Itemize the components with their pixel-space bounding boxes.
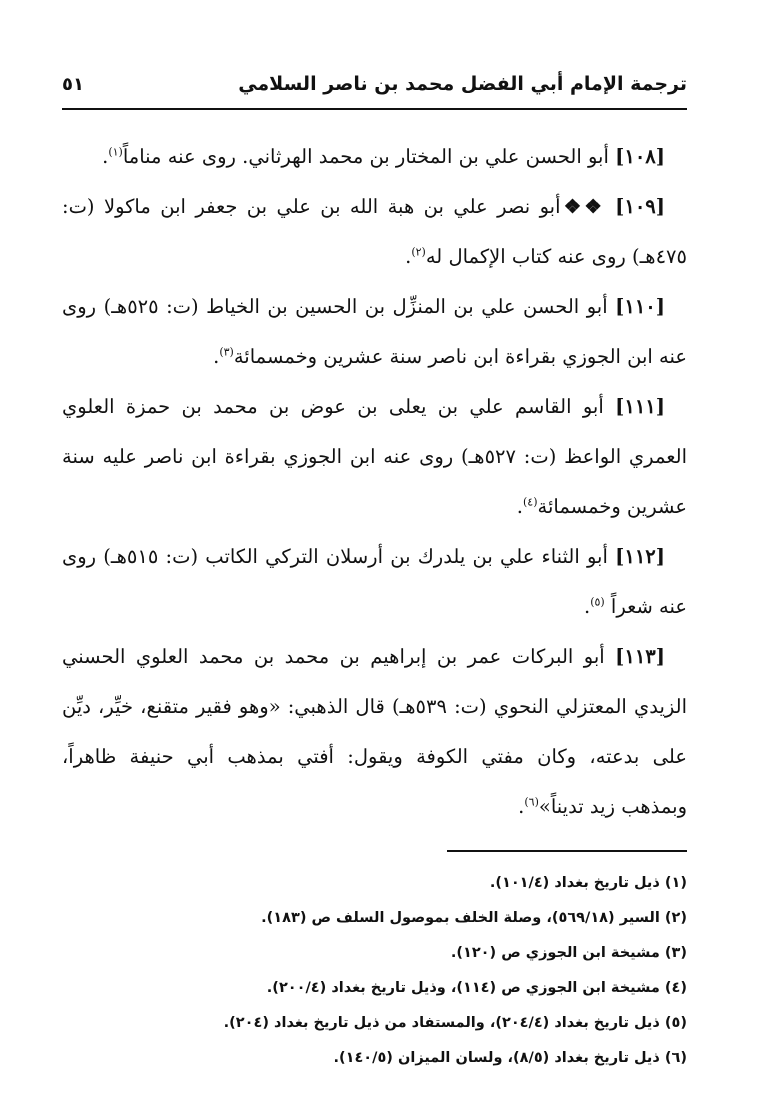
page-header [62,60,687,110]
entry-end: . [405,245,412,268]
main-text [62,132,687,832]
entry-end: . [516,495,523,518]
footnote-ref[interactable]: (٦) [524,795,539,809]
entry-number: [١١٣] [615,645,665,668]
entry-end: . [583,595,591,618]
footnote-ref[interactable]: (٣) [219,345,234,359]
entry-marker: ❖❖ [560,195,616,218]
entry-number: [١٠٨] [615,145,665,168]
entry-111 [62,382,687,532]
footnote-1: (١) ذيل تاريخ بغداد (١٠١/٤). [489,875,687,891]
entry-number: [١١٢] [615,545,666,568]
entry-113 [62,632,687,832]
entry-number: [١٠٩] [615,195,665,218]
footnote-divider [447,850,687,852]
footnote-ref[interactable]: (١) [108,145,123,159]
entry-112 [62,532,687,632]
footnotes [62,866,687,1076]
footnote-ref[interactable]: (٥) [590,595,605,609]
footnote-3: (٣) مشيخة ابن الجوزي ص (١٢٠). [450,945,687,961]
entry-text: أبو الحسن علي بن المنزِّل بن الحسين بن الخياط (ت: ٥٢٥هـ) روى عنه ابن الجوزي بقراءة ابن ناصر سنة عشرين وخمسمائة [62,295,687,368]
footnote-ref[interactable]: (٢) [411,245,426,259]
book-page [62,60,687,1070]
footnote-ref[interactable]: (٤) [522,495,538,509]
entry-text: أبو نصر علي بن هبة الله بن علي بن جعفر ابن ماكولا (ت: ٤٧٥هـ) روى عنه كتاب الإكمال له [62,195,687,268]
entry-number: [١١١] [615,395,665,418]
entry-text: أبو البركات عمر بن إبراهيم بن محمد بن محمد العلوي الحسني الزيدي المعتزلي النحوي (ت: ٥٣٩هـ) قال الذهبي: «وهو فقير متقنع، خيِّر، ديِّن على بدعته، وكان مفتي الكوفة ويقول: أفتي بمذهب أبي حنيفة ظاهراً، وبمذهب زيد تديناً» [62,645,687,818]
footnote-5: (٥) ذيل تاريخ بغداد (٢٠٤/٤)، والمستفاد من ذيل تاريخ بغداد (٢٠٤). [223,1015,687,1031]
entry-109 [62,182,687,282]
footnote-2: (٢) السير (٥٦٩/١٨)، وصلة الخلف بموصول السلف ص (١٨٣). [261,910,687,926]
footnote-4: (٤) مشيخة ابن الجوزي ص (١١٤)، وذيل تاريخ بغداد (٢٠٠/٤). [266,980,687,996]
entry-end: . [518,795,525,818]
entry-110 [62,282,687,382]
page-number: ٥١ [62,73,84,95]
entry-number: [١١٠] [615,295,665,318]
entry-end: . [213,345,220,368]
entry-end: . [102,145,109,168]
footnote-6: (٦) ذيل تاريخ بغداد (٨/٥)، ولسان الميزان (١٤٠/٥). [333,1050,687,1066]
running-title: ترجمة الإمام أبي الفضل محمد بن ناصر السلامي [238,73,687,95]
entry-text: أبو القاسم علي بن يعلى بن عوض بن محمد بن حمزة العلوي العمري الواعظ (ت: ٥٢٧هـ) روى عنه ابن الجوزي بقراءة ابن ناصر عليه سنة عشرين وخمسمائة [62,395,687,518]
entry-text: أبو الثناء علي بن يلدرك بن أرسلان التركي الكاتب (ت: ٥١٥هـ) روى عنه شعراً [62,545,687,618]
entry-108 [62,132,687,182]
entry-text: أبو الحسن علي بن المختار بن محمد الهرثاني. روى عنه مناماً [122,145,616,168]
